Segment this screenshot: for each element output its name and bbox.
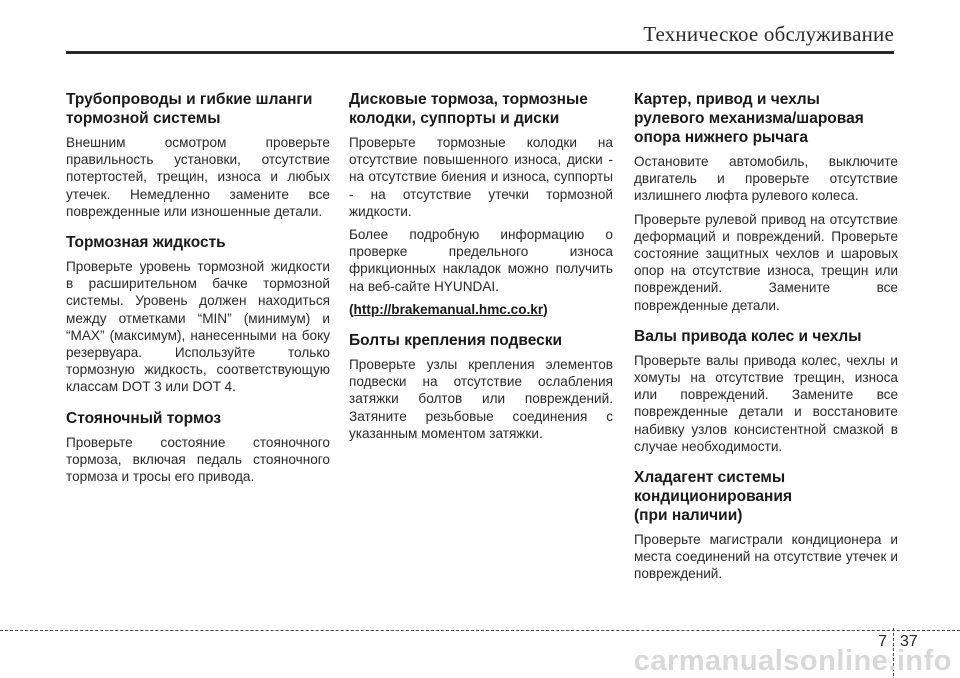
section-paragraph: Проверьте рулевой привод на отсутствие деформаций и повреждений. Проверьте состояние защитных чехлов и шаровых опор на отсутствие износа, трещин или повреждений. Замените все поврежденные детали.	[634, 211, 898, 313]
section-paragraph: Проверьте узлы крепления элементов подвески на отсутствие ослабления затяжки болтов или повреждений. Затяните резьбовые соединения с указанным моментом затяжки.	[349, 357, 613, 441]
section-parking-brake	[66, 409, 330, 486]
header-rule	[66, 51, 894, 54]
link-open-paren: (	[349, 301, 354, 317]
section-heading: Стояночный тормоз	[66, 409, 222, 427]
section-heading: Валы привода колес и чехлы	[634, 327, 862, 345]
section-ac-refrigerant	[634, 468, 898, 583]
section-steering	[634, 90, 898, 314]
section-heading: Тормозная жидкость	[66, 234, 226, 252]
section-drive-shafts	[634, 327, 898, 455]
column-1	[66, 90, 330, 498]
section-heading: Трубопроводы и гибкие шланги тормозной системы	[66, 91, 313, 127]
column-3	[634, 90, 898, 596]
section-paragraph: Проверьте уровень тормозной жидкости в расширительном бачке тормозной системы. Уровень должен находиться между отметками “MIN” (минимум) и “MAX” (максимум), нанесенными на боку резервуара. Используйте только тормозную жидкость, соответствующую классам DOT 3 или DOT 4.	[66, 259, 330, 395]
page-header-title: Техническое обслуживание	[643, 22, 894, 46]
section-heading: Болты крепления подвески	[349, 332, 563, 350]
section-heading: Картер, привод и чехлы рулевого механизма/шаровая опора нижнего рычага	[634, 91, 864, 146]
section-paragraph: Проверьте состояние стояночного тормоза, включая педаль стояночного тормоза и тросы его привода.	[66, 434, 330, 485]
brake-manual-url[interactable]: http://brakemanual.hmc.co.kr	[353, 301, 544, 317]
chapter-number: 7	[878, 633, 887, 650]
section-heading: Хладагент системы кондиционирования (при наличии)	[634, 469, 792, 525]
footer-rule	[0, 630, 960, 631]
section-heading: Дисковые тормоза, тормозные колодки, суппорты и диски	[349, 91, 588, 127]
section-paragraph: Более подробную информацию о проверке предельного износа фрикционных накладок можно получить на веб-сайте HYUNDAI.	[349, 227, 613, 294]
section-suspension-bolts	[349, 331, 613, 442]
section-disc-brakes	[349, 90, 613, 318]
section-paragraph: Проверьте валы привода колес, чехлы и хомуты на отсутствие трещин, износа или повреждений. Замените все поврежденные детали и восстановите набивку узлов консистентной смазкой в случае необходимости.	[634, 352, 898, 454]
section-brake-fluid	[66, 233, 330, 396]
section-brake-lines	[66, 90, 330, 220]
link-close-paren: )	[543, 301, 548, 317]
section-paragraph: Проверьте магистрали кондиционера и места соединений на отсутствие утечек и повреждений.	[634, 532, 898, 582]
section-paragraph: Проверьте тормозные колодки на отсутствие повышенного износа, диски - на отсутствие биения и износа, суппорты - на отсутствие утечки тормозной жидкости.	[349, 135, 613, 219]
section-paragraph: Остановите автомобиль, выключите двигатель и проверьте отсутствие излишнего люфта рулевого колеса.	[634, 154, 898, 204]
page-number: 37	[900, 633, 918, 650]
site-watermark: carmanualsonline.info	[633, 645, 952, 677]
section-paragraph: Внешним осмотром проверьте правильность установки, отсутствие потертостей, трещин, износа и любых утечек. Немедленно замените все поврежденные или изношенные детали.	[66, 135, 330, 219]
brake-manual-link[interactable]	[349, 301, 613, 318]
column-2	[349, 90, 613, 455]
